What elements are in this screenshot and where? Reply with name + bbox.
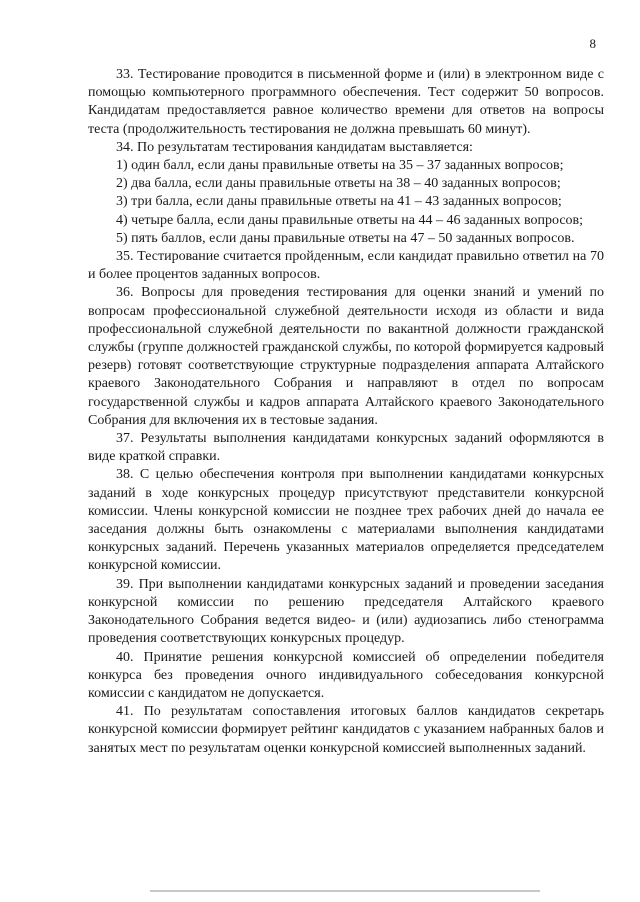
page-number: 8 — [589, 36, 596, 51]
paragraph-41: 41. По результатам сопоставления итоговых баллов кандидатов секретарь конкурсной комиссии формирует рейтинг кандидатов с указанием набранных балов и занятых мест по результатам оценки конкурсной комиссией выполненных заданий. — [88, 704, 604, 756]
list-item-1: 1) один балл, если даны правильные ответы на 35 – 37 заданных вопросов; — [116, 158, 564, 174]
paragraph-35: 35. Тестирование считается пройденным, если кандидат правильно ответил на 70 и более процентов заданных вопросов. — [88, 249, 604, 283]
paragraph-39: 39. При выполнении кандидатами конкурсных заданий и проведении заседания конкурсной комиссии по решению председателя Алтайского краевого Законодательного Собрания ведется видео- и (или) аудиозапись либо стенограмма проведения соответствующих конкурсных процедур. — [88, 576, 604, 647]
list-item-2: 2) два балла, если даны правильные ответы на 38 – 40 заданных вопросов; — [116, 176, 561, 192]
paragraph-38: 38. С целью обеспечения контроля при выполнении кандидатами конкурсных заданий в ходе конкурсных процедур присутствуют представители конкурсной комиссии. Члены конкурсной комиссии не позднее трех рабочих дней до начала ее заседания должны быть ознакомлены с материалами выполнения кандидатами конкурсных заданий. Перечень указанных материалов определяется председателем конкурсной комиссии. — [88, 467, 604, 574]
list-item-5: 5) пять баллов, если даны правильные ответы на 47 – 50 заданных вопросов. — [116, 230, 575, 246]
document-body — [88, 66, 604, 758]
list-item-3: 3) три балла, если даны правильные ответы на 41 – 43 заданных вопросов; — [116, 194, 562, 210]
paragraph-37: 37. Результаты выполнения кандидатами конкурсных заданий оформляются в виде краткой справки. — [88, 431, 604, 465]
paragraph-34: 34. По результатам тестирования кандидатам выставляется: — [116, 139, 473, 155]
paragraph-40: 40. Принятие решения конкурсной комиссией об определении победителя конкурса без проведения очного индивидуального собеседования конкурсной комиссии с кандидатом не допускается. — [88, 649, 604, 701]
scan-edge-line — [150, 890, 540, 892]
paragraph-36: 36. Вопросы для проведения тестирования для оценки знаний и умений по вопросам профессиональной служебной деятельности исходя из области и вида профессиональной служебной деятельности по вакантной должности гражданской службы (группе должностей гражданской службы, по которой формируется кадровый резерв) готовят соответствующие структурные подразделения аппарата Алтайского краевого Законодательного Собрания и направляют в отдел по вопросам государственной службы и кадров аппарата Алтайского краевого Законодательного Собрания для включения их в тестовые задания. — [88, 285, 604, 428]
list-item-4: 4) четыре балла, если даны правильные ответы на 44 – 46 заданных вопросов; — [116, 212, 584, 228]
paragraph-33: 33. Тестирование проводится в письменной форме и (или) в электронном виде с помощью компьютерного программного обеспечения. Тест содержит 50 вопросов. Кандидатам предоставляется равное количество времени для ответов на вопросы теста (продолжительность тестирования не должна превышать 60 минут). — [88, 67, 604, 137]
